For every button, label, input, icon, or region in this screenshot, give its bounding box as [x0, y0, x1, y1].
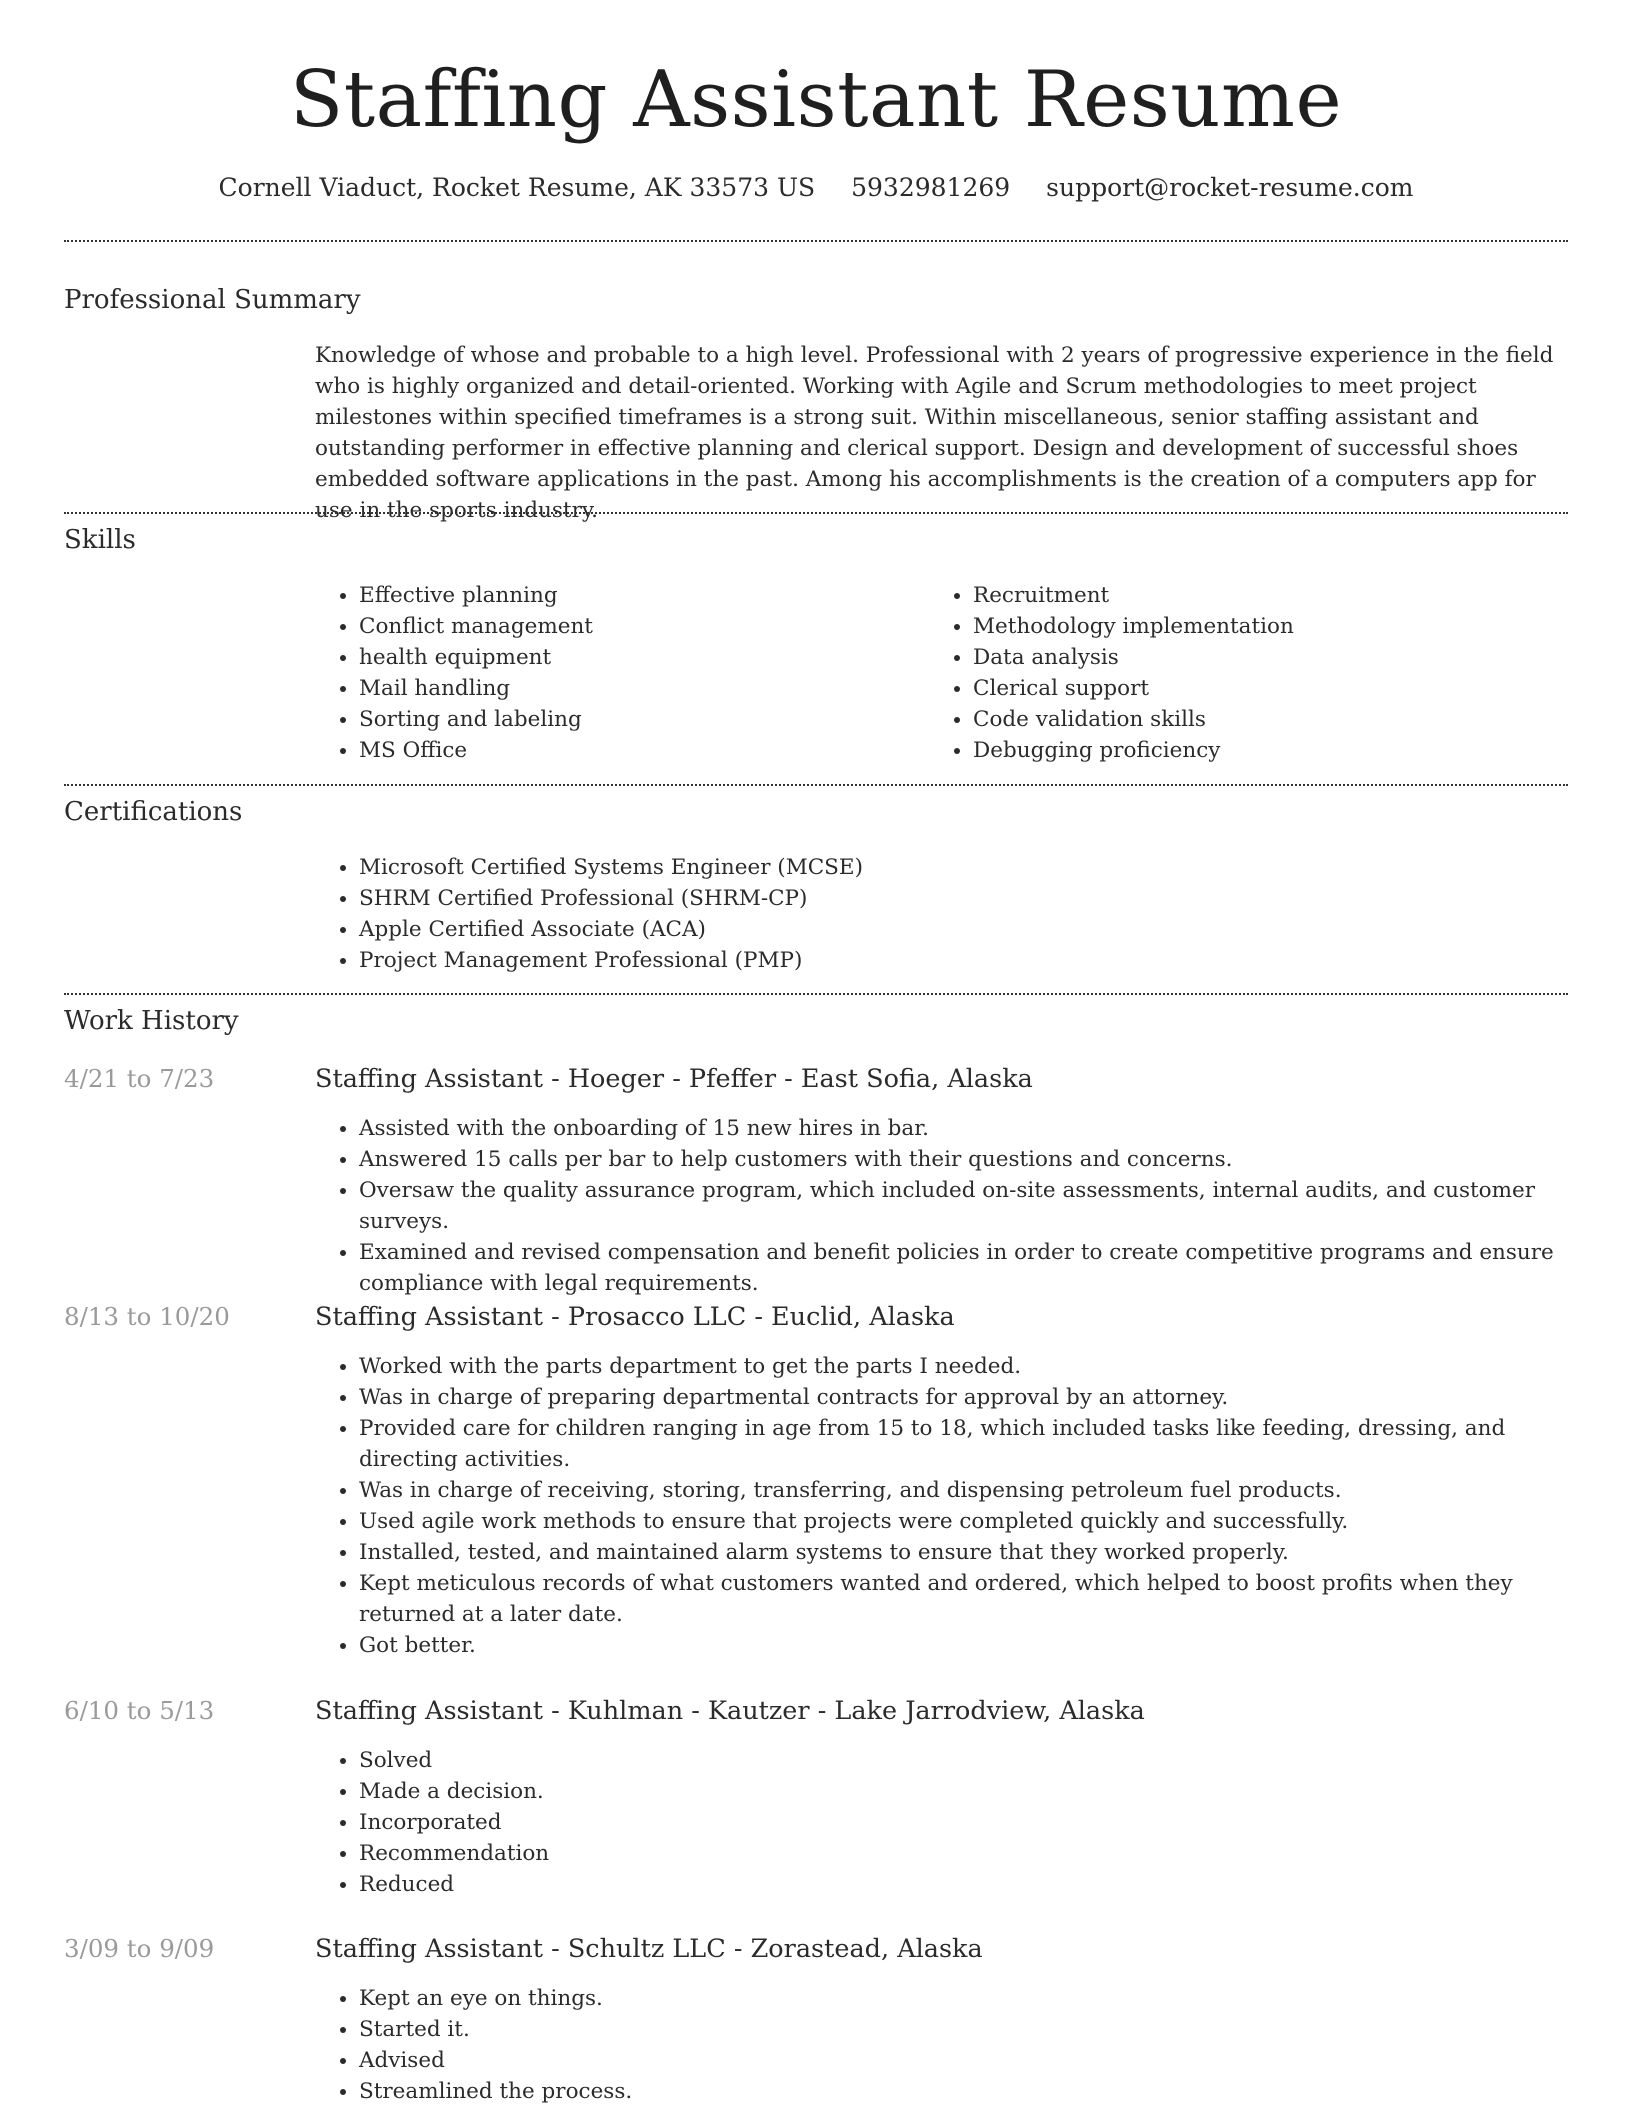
skills-list-right [929, 580, 1573, 766]
list-item: • Debugging proficiency [973, 735, 1573, 766]
list-item: • MS Office [359, 735, 919, 766]
list-item: • Got better. [359, 1630, 1609, 1661]
list-item: • SHRM Certified Professional (SHRM-CP) [359, 883, 1609, 914]
contact-line [0, 170, 1632, 206]
job-dates: 4/21 to 7/23 [64, 1064, 215, 1093]
job-dates: 3/09 to 9/09 [64, 1934, 215, 1963]
section-divider [64, 784, 1568, 786]
list-item: • Made a decision. [359, 1776, 1609, 1807]
summary-heading: Professional Summary [64, 285, 361, 315]
list-item: • Project Management Professional (PMP) [359, 945, 1609, 976]
list-item: • Assisted with the onboarding of 15 new hires in bar. [359, 1113, 1609, 1144]
list-item: • Started it. [359, 2014, 1609, 2045]
certifications-heading: Certifications [64, 797, 243, 827]
list-item: • Oversaw the quality assurance program, which included on-site assessments, internal audits, and customer surveys. [359, 1175, 1609, 1237]
list-item: • Kept an eye on things. [359, 1983, 1609, 2014]
job-title: Staffing Assistant - Prosacco LLC - Euclid, Alaska [315, 1302, 955, 1332]
list-item: • Microsoft Certified Systems Engineer (MCSE) [359, 852, 1609, 883]
list-item: • Advised [359, 2045, 1609, 2076]
certifications-list [315, 852, 1609, 976]
list-item: • health equipment [359, 642, 919, 673]
list-item: • Reduced [359, 1869, 1609, 1900]
list-item: • Streamlined the process. [359, 2076, 1609, 2107]
list-item: • Incorporated [359, 1807, 1609, 1838]
list-item: • Answered 15 calls per bar to help customers with their questions and concerns. [359, 1144, 1609, 1175]
job-title: Staffing Assistant - Hoeger - Pfeffer - East Sofia, Alaska [315, 1064, 1033, 1094]
job-bullets [315, 1351, 1609, 1661]
list-item: • Methodology implementation [973, 611, 1573, 642]
list-item: • Code validation skills [973, 704, 1573, 735]
skills-heading: Skills [64, 525, 136, 555]
summary-text: Knowledge of whose and probable to a high level. Professional with 2 years of progressive experience in the field who is highly organized and detail-oriented. Working with Agile and Scrum methodologies to meet project milestones within specified timeframes is a strong suit. Within miscellaneous, senior staffing assistant and outstanding performer in effective planning and clerical support. Design and development of successful shoes embedded software applications in the past. Among his accomplishments is the creation of a computers app for use in the sports industry. [315, 343, 1554, 523]
list-item: • Solved [359, 1745, 1609, 1776]
job-bullets [315, 1113, 1609, 1299]
job-title: Staffing Assistant - Kuhlman - Kautzer - Lake Jarrodview, Alaska [315, 1696, 1145, 1726]
list-item: • Used agile work methods to ensure that projects were completed quickly and successfully. [359, 1506, 1609, 1537]
list-item: • Recommendation [359, 1838, 1609, 1869]
job-dates: 8/13 to 10/20 [64, 1302, 230, 1331]
list-item: • Apple Certified Associate (ACA) [359, 914, 1609, 945]
section-divider [64, 512, 1568, 514]
section-divider [64, 993, 1568, 995]
job-dates: 6/10 to 5/13 [64, 1696, 215, 1725]
list-item: • Recruitment [973, 580, 1573, 611]
list-item: • Clerical support [973, 673, 1573, 704]
contact-phone: 5932981269 [851, 173, 1011, 202]
list-item: • Provided care for children ranging in age from 15 to 18, which included tasks like feeding, dressing, and directing activities. [359, 1413, 1609, 1475]
contact-email: support@rocket-resume.com [1046, 173, 1414, 202]
list-item: • Worked with the parts department to get the parts I needed. [359, 1351, 1609, 1382]
job-title: Staffing Assistant - Schultz LLC - Zorastead, Alaska [315, 1934, 983, 1964]
list-item: • Data analysis [973, 642, 1573, 673]
list-item: • Installed, tested, and maintained alarm systems to ensure that they worked properly. [359, 1537, 1609, 1568]
list-item: • Conflict management [359, 611, 919, 642]
list-item: • Effective planning [359, 580, 919, 611]
contact-address: Cornell Viaduct, Rocket Resume, AK 33573 US [218, 173, 816, 202]
list-item: • Was in charge of preparing departmental contracts for approval by an attorney. [359, 1382, 1609, 1413]
job-bullets [315, 1983, 1609, 2107]
section-divider [64, 240, 1568, 242]
list-item: • Mail handling [359, 673, 919, 704]
work-history-heading: Work History [64, 1006, 239, 1036]
list-item: • Examined and revised compensation and benefit policies in order to create competitive programs and ensure compliance with legal requirements. [359, 1237, 1609, 1299]
list-item: • Kept meticulous records of what customers wanted and ordered, which helped to boost profits when they returned at a later date. [359, 1568, 1609, 1630]
job-bullets [315, 1745, 1609, 1900]
page-title: Staffing Assistant Resume [289, 55, 1343, 145]
skills-list-left [315, 580, 919, 766]
list-item: • Was in charge of receiving, storing, transferring, and dispensing petroleum fuel products. [359, 1475, 1609, 1506]
list-item: • Sorting and labeling [359, 704, 919, 735]
